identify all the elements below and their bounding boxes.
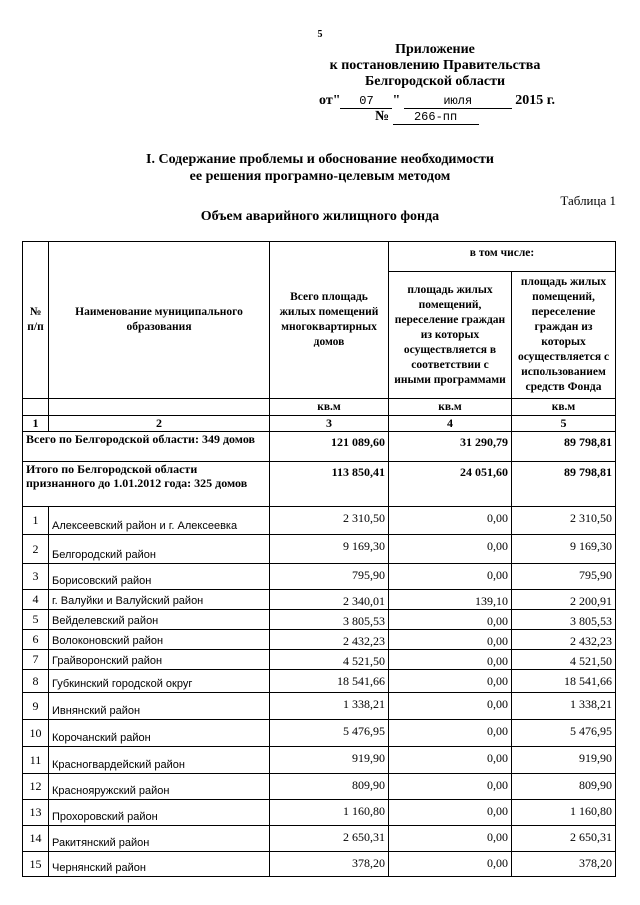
subtotal-row (23, 462, 616, 507)
row-fund: 18 541,66 (512, 670, 616, 693)
row-no: 14 (23, 826, 49, 852)
row-other: 0,00 (389, 720, 512, 747)
row-total: 795,90 (270, 564, 389, 590)
date-prefix: от" (319, 93, 341, 108)
page-number: 5 (317, 29, 323, 40)
row-no: 7 (23, 650, 49, 670)
row-total: 1 338,21 (270, 693, 389, 720)
subtotal-label: Итого по Белгородской области признанного до 1.01.2012 года: 325 домов (23, 462, 270, 507)
row-no: 8 (23, 670, 49, 693)
section-heading (80, 151, 560, 185)
row-total: 2 650,31 (270, 826, 389, 852)
table-row (23, 670, 616, 693)
row-name: Губкинский городской округ (49, 670, 270, 693)
appendix-header (300, 42, 570, 90)
header-total: Всего площадь жилых помещений многоквартирных домов (270, 242, 389, 399)
appendix-date (319, 93, 555, 109)
row-total: 18 541,66 (270, 670, 389, 693)
row-total: 1 160,80 (270, 800, 389, 826)
row-fund: 919,90 (512, 747, 616, 774)
row-other: 0,00 (389, 800, 512, 826)
unit-total: кв.м (270, 399, 389, 416)
row-name: Грайворонский район (49, 650, 270, 670)
row-name: Краснояружский район (49, 774, 270, 800)
table-row (23, 630, 616, 650)
table-row (23, 507, 616, 535)
unit-empty-2 (49, 399, 270, 416)
table-row (23, 564, 616, 590)
header-name: Наименование муниципального образования (49, 242, 270, 399)
row-fund: 9 169,30 (512, 535, 616, 564)
table-label: Таблица 1 (560, 193, 616, 208)
row-no: 9 (23, 693, 49, 720)
subtotal-all: 113 850,41 (270, 462, 389, 507)
row-name: Ракитянский район (49, 826, 270, 852)
row-fund: 4 521,50 (512, 650, 616, 670)
row-total: 3 805,53 (270, 610, 389, 630)
row-no: 3 (23, 564, 49, 590)
row-total: 809,90 (270, 774, 389, 800)
units-row (23, 399, 616, 416)
row-other: 0,00 (389, 610, 512, 630)
row-other: 0,00 (389, 507, 512, 535)
subtotal-fund: 89 798,81 (512, 462, 616, 507)
row-total: 2 310,50 (270, 507, 389, 535)
row-no: 11 (23, 747, 49, 774)
total-row (23, 432, 616, 462)
number-value: 266-пп (393, 111, 479, 125)
total-label: Всего по Белгородской области: 349 домов (23, 432, 270, 462)
table-row (23, 826, 616, 852)
column-number-1: 1 (23, 416, 49, 432)
row-name: Ивнянский район (49, 693, 270, 720)
row-fund: 1 160,80 (512, 800, 616, 826)
row-no: 4 (23, 590, 49, 610)
header-row-1 (23, 242, 616, 272)
row-fund: 809,90 (512, 774, 616, 800)
row-other: 0,00 (389, 826, 512, 852)
table-row (23, 800, 616, 826)
row-other: 0,00 (389, 747, 512, 774)
row-no: 5 (23, 610, 49, 630)
section-heading-line-1: I. Содержание проблемы и обоснование необходимости (146, 152, 494, 167)
table-row (23, 693, 616, 720)
appendix-line-3: Белгородской области (364, 74, 506, 89)
table-row (23, 590, 616, 610)
row-fund: 2 310,50 (512, 507, 616, 535)
row-total: 2 432,23 (270, 630, 389, 650)
table-row (23, 650, 616, 670)
row-name: г. Валуйки и Валуйский район (49, 590, 270, 610)
total-fund: 89 798,81 (512, 432, 616, 462)
row-name: Прохоровский район (49, 800, 270, 826)
table-row (23, 747, 616, 774)
row-name: Борисовский район (49, 564, 270, 590)
table-row (23, 720, 616, 747)
row-fund: 378,20 (512, 852, 616, 877)
row-fund: 2 650,31 (512, 826, 616, 852)
section-heading-line-2: ее решения програмно-целевым методом (189, 169, 451, 184)
table-row (23, 852, 616, 877)
row-other: 0,00 (389, 650, 512, 670)
total-all: 121 089,60 (270, 432, 389, 462)
row-other: 0,00 (389, 630, 512, 650)
row-other: 139,10 (389, 590, 512, 610)
row-fund: 1 338,21 (512, 693, 616, 720)
emergency-housing-table (22, 241, 616, 877)
row-name: Чернянский район (49, 852, 270, 877)
subtotal-other: 24 051,60 (389, 462, 512, 507)
row-other: 0,00 (389, 774, 512, 800)
row-other: 0,00 (389, 670, 512, 693)
column-number-row (23, 416, 616, 432)
row-no: 6 (23, 630, 49, 650)
row-total: 919,90 (270, 747, 389, 774)
row-other: 0,00 (389, 535, 512, 564)
date-month: июля (404, 95, 512, 109)
unit-fund: кв.м (512, 399, 616, 416)
row-name: Корочанский район (49, 720, 270, 747)
row-name: Вейделевский район (49, 610, 270, 630)
row-no: 15 (23, 852, 49, 877)
row-fund: 795,90 (512, 564, 616, 590)
row-fund: 2 200,91 (512, 590, 616, 610)
row-no: 12 (23, 774, 49, 800)
row-name: Волоконовский район (49, 630, 270, 650)
row-fund: 2 432,23 (512, 630, 616, 650)
row-name: Белгородский район (49, 535, 270, 564)
column-number-2: 2 (49, 416, 270, 432)
header-no: № п/п (23, 242, 49, 399)
row-other: 0,00 (389, 693, 512, 720)
row-no: 13 (23, 800, 49, 826)
header-including: в том числе: (389, 242, 616, 272)
row-name: Алексеевский район и г. Алексеевка (49, 507, 270, 535)
row-total: 4 521,50 (270, 650, 389, 670)
row-total: 2 340,01 (270, 590, 389, 610)
table-row (23, 610, 616, 630)
header-fund: площадь жилых помещений, переселение граждан из которых осуществляется с использованием средств Фонда (512, 272, 616, 399)
row-name: Красногвардейский район (49, 747, 270, 774)
date-day: 07 (340, 95, 392, 109)
row-total: 9 169,30 (270, 535, 389, 564)
total-other: 31 290,79 (389, 432, 512, 462)
table-row (23, 774, 616, 800)
row-fund: 3 805,53 (512, 610, 616, 630)
row-other: 0,00 (389, 852, 512, 877)
table-row (23, 535, 616, 564)
row-no: 1 (23, 507, 49, 535)
row-no: 2 (23, 535, 49, 564)
appendix-line-1: Приложение (395, 42, 475, 57)
date-mid: " (392, 93, 401, 108)
row-no: 10 (23, 720, 49, 747)
unit-other: кв.м (389, 399, 512, 416)
date-year: 2015 г. (515, 93, 556, 108)
unit-empty-1 (23, 399, 49, 416)
table-title: Объем аварийного жилищного фонда (200, 209, 440, 224)
column-number-3: 3 (270, 416, 389, 432)
appendix-number (375, 109, 479, 125)
row-total: 5 476,95 (270, 720, 389, 747)
column-number-5: 5 (512, 416, 616, 432)
column-number-4: 4 (389, 416, 512, 432)
header-other-programs: площадь жилых помещений, переселение граждан из которых осуществляется в соответствии с иными программами (389, 272, 512, 399)
row-total: 378,20 (270, 852, 389, 877)
appendix-line-2: к постановлению Правительства (329, 58, 541, 73)
row-fund: 5 476,95 (512, 720, 616, 747)
row-other: 0,00 (389, 564, 512, 590)
number-prefix: № (375, 109, 390, 124)
